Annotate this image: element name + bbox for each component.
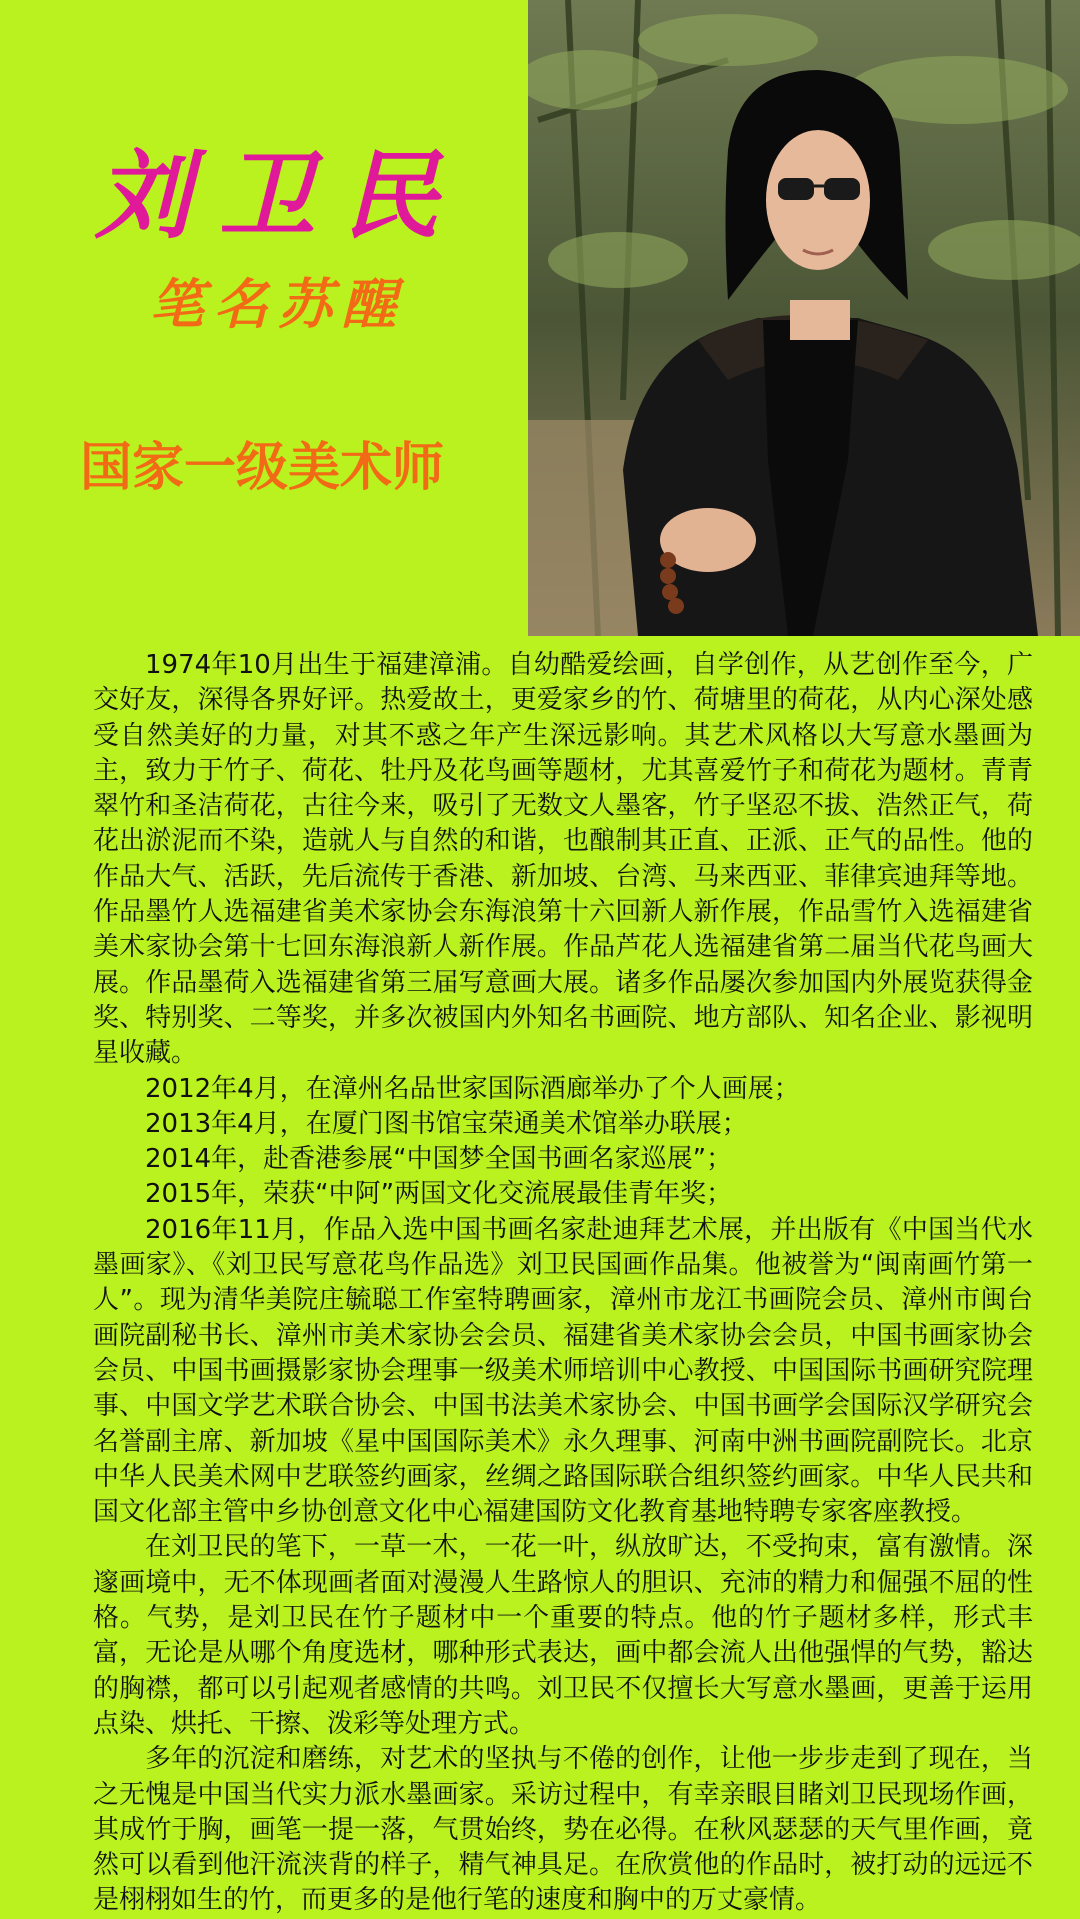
bio-paragraph: 多年的沉淀和磨练，对艺术的坚执与不倦的创作，让他一步步走到了现在，当之无愧是中国当代实力派水墨画家。采访过程中，有幸亲眼目睹刘卫民现场作画，其成竹于胸，画笔一提一落，气贯始终，势在必得。在秋风瑟瑟的天气里作画，竟然可以看到他汗流浃背的样子，精气神具足。在欣赏他的作品时，被打动的远远不是栩栩如生的竹，而更多的是他行笔的速度和胸中的万丈豪情。 — [93, 1744, 1033, 1916]
artist-name: 刘卫民 — [95, 139, 467, 252]
bio-paragraph: 在刘卫民的笔下，一草一木，一花一叶，纵放旷达，不受拘束，富有激情。深邃画境中，无不体现画者面对漫漫人生路惊人的胆识、充沛的精力和倔强不屈的性格。气势，是刘卫民在竹子题材中一个重要的特点。他的竹子题材多样，形式丰富，无论是从哪个角度选材，哪种形式表达，画中都会流人出他强悍的气势，豁达的胸襟，都可以引起观者感情的共鸣。刘卫民不仅擅长大写意水墨画，更善于运用点染、烘托、干擦、泼彩等处理方式。 — [93, 1532, 1033, 1739]
bio-paragraph: 2014年，赴香港参展“中国梦全国书画名家巡展”； — [145, 1144, 733, 1175]
artist-rank: 国家一级美术师 — [80, 438, 445, 498]
bio-paragraph: 2013年4月，在厦门图书馆宝荣通美术馆举办联展； — [145, 1108, 748, 1139]
artist-portrait-photo — [528, 0, 1080, 636]
bio-paragraph: 2016年11月，作品入选中国书画名家赴迪拜艺术展，并出版有《中国当代水墨画家》、《刘卫民写意花鸟作品选》刘卫民国画作品集。他被誉为“闽南画竹第一人”。现为清华美院庄毓聪工作室特聘画家，漳州市龙江书画院会员、漳州市闽台画院副秘书长、漳州市美术家协会会员、福建省美术家协会会员，中国书画家协会会员、中国书画摄影家协会理事一级美术师培训中心教授、中国国际书画研究院理事、中国文学艺术联合协会、中国书法美术家协会、中国书画学会国际汉学研究会名誉副主席、新加坡《星中国国际美术》永久理事、河南中洲书画院副院长。北京中华人民美术网中艺联签约画家，丝绸之路国际联合组织签约画家。中华人民共和国文化部主管中乡协创意文化中心福建国防文化教育基地特聘专家客座教授。 — [93, 1214, 1033, 1528]
biography — [93, 648, 1033, 1919]
bio-paragraph: 2012年4月，在漳州名品世家国际酒廊举办了个人画展； — [145, 1073, 800, 1104]
pen-name: 笔名苏醒 — [150, 272, 406, 336]
bio-paragraph: 1974年10月出生于福建漳浦。自幼酷爱绘画，自学创作，从艺创作至今，广交好友，深得各界好评。热爱故土，更爱家乡的竹、荷塘里的荷花，从内心深处感受自然美好的力量，对其不惑之年产生深远影响。其艺术风格以大写意水墨画为主，致力于竹子、荷花、牡丹及花鸟画等题材，尤其喜爱竹子和荷花为题材。青青翠竹和圣洁荷花，古往今来，吸引了无数文人墨客，竹子坚忍不拔、浩然正气，荷花出淤泥而不染，造就人与自然的和谐，也酿制其正直、正派、正气的品性。他的作品大气、活跃，先后流传于香港、新加坡、台湾、马来西亚、菲律宾迪拜等地。作品墨竹人选福建省美术家协会东海浪第十六回新人新作展，作品雪竹入选福建省美术家协会第十七回东海浪新人新作展。作品芦花人选福建省第二届当代花鸟画大展。作品墨荷入选福建省第三届写意画大展。诸多作品屡次参加国内外展览获得金奖、特别奖、二等奖，并多次被国内外知名书画院、地方部队、知名企业、影视明星收藏。 — [93, 650, 1033, 1069]
bio-paragraph: 2015年，荣获“中阿”两国文化交流展最佳青年奖； — [145, 1179, 733, 1210]
